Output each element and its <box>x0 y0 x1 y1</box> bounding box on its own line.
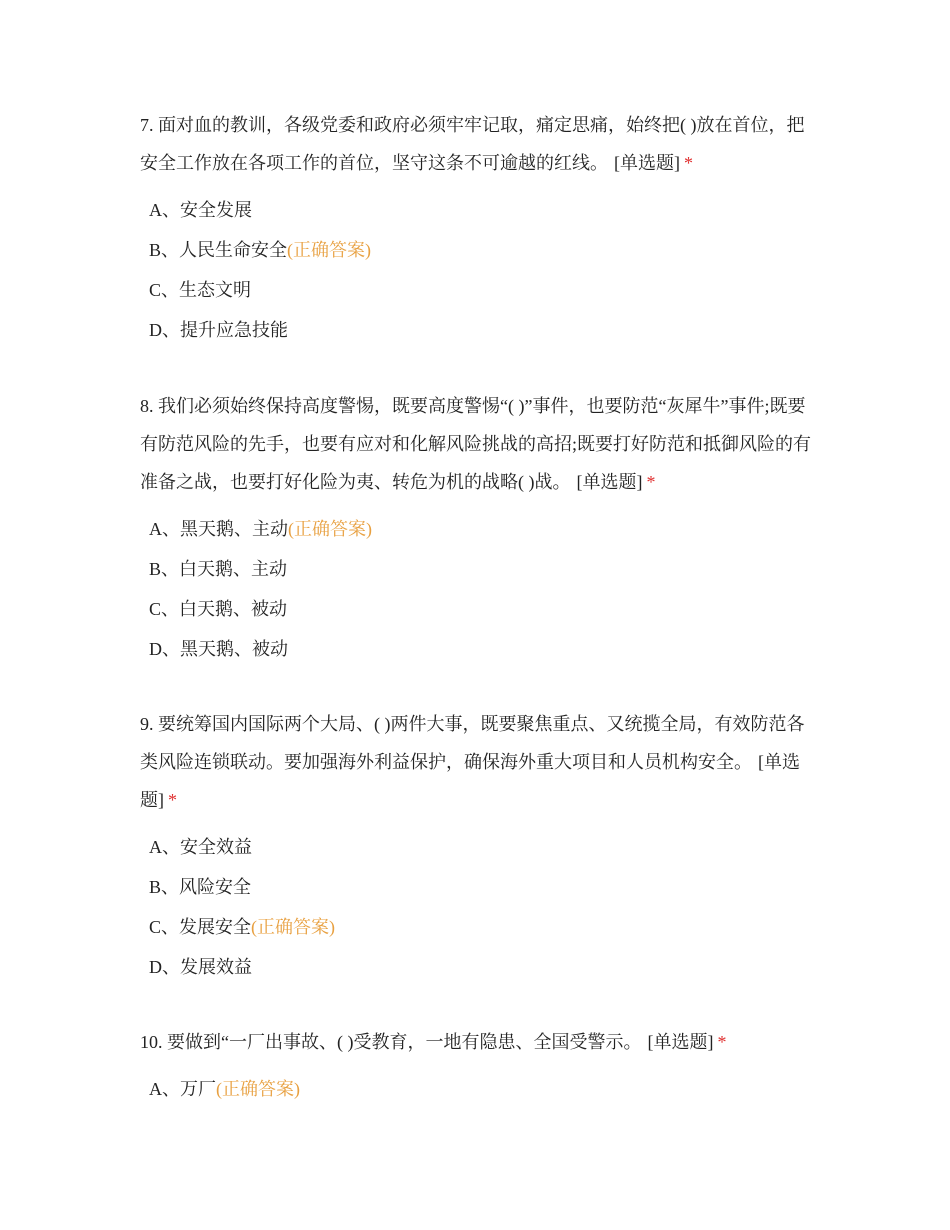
question-type-label: [单选题] <box>576 472 643 492</box>
option-text: A、安全发展 <box>149 200 252 220</box>
option-a[interactable] <box>140 827 820 867</box>
required-mark: * <box>646 472 656 492</box>
option-text: D、黑天鹅、被动 <box>149 639 288 659</box>
option-list <box>140 509 820 669</box>
question-type-label: [单选题] <box>140 752 800 810</box>
option-text: D、发展效益 <box>149 957 252 977</box>
option-d[interactable] <box>140 310 820 350</box>
correct-answer-tag: (正确答案) <box>288 519 372 539</box>
question-text: 9. 要统筹国内国际两个大局、( )两件大事，既要聚焦重点、又统揽全局，有效防范各类风险连锁联动。要加强海外利益保护，确保海外重大项目和人员机构安全。 <box>140 714 805 772</box>
option-c[interactable] <box>140 907 820 947</box>
option-d[interactable] <box>140 947 820 987</box>
option-a[interactable] <box>140 1069 820 1109</box>
option-text: C、白天鹅、被动 <box>149 599 288 619</box>
option-c[interactable] <box>140 589 820 629</box>
option-list <box>140 190 820 350</box>
question-text: 7. 面对血的教训，各级党委和政府必须牢牢记取，痛定思痛，始终把( )放在首位，把安全工作放在各项工作的首位，坚守这条不可逾越的红线。 <box>140 115 805 173</box>
question-10 <box>140 1023 820 1109</box>
required-mark: * <box>684 153 693 173</box>
option-text: C、生态文明 <box>149 280 252 300</box>
option-text: D、提升应急技能 <box>149 320 288 340</box>
question-9 <box>140 705 820 987</box>
question-type-label: [单选题] <box>647 1032 714 1052</box>
correct-answer-tag: (正确答案) <box>251 917 336 937</box>
option-text: A、黑天鹅、主动 <box>149 519 288 539</box>
option-text: A、安全效益 <box>149 837 252 857</box>
required-mark: * <box>168 790 177 810</box>
option-b[interactable] <box>140 867 820 907</box>
question-7 <box>140 106 820 350</box>
question-stem <box>140 106 820 182</box>
required-mark: * <box>717 1032 727 1052</box>
option-list <box>140 1069 820 1109</box>
question-8 <box>140 387 820 669</box>
question-stem <box>140 387 820 501</box>
question-text: 10. 要做到“一厂出事故、( )受教育，一地有隐患、全国受警示。 <box>140 1032 642 1052</box>
correct-answer-tag: (正确答案) <box>216 1079 300 1099</box>
option-text: C、发展安全 <box>149 917 252 937</box>
question-text: 8. 我们必须始终保持高度警惕，既要高度警惕“( )”事件，也要防范“灰犀牛”事件;既要有防范风险的先手，也要有应对和化解风险挑战的高招;既要打好防范和抵御风险的有准备之战，也要打好化险为夷、转危为机的战略( )战。 <box>140 396 811 492</box>
option-text: A、万厂 <box>149 1079 216 1099</box>
option-b[interactable] <box>140 549 820 589</box>
option-text: B、风险安全 <box>149 877 252 897</box>
option-a[interactable] <box>140 190 820 230</box>
option-c[interactable] <box>140 270 820 310</box>
option-d[interactable] <box>140 629 820 669</box>
question-stem <box>140 705 820 819</box>
question-type-label: [单选题] <box>614 153 680 173</box>
option-a[interactable] <box>140 509 820 549</box>
option-b[interactable] <box>140 230 820 270</box>
option-text: B、人民生命安全 <box>149 240 288 260</box>
question-stem <box>140 1023 820 1061</box>
option-list <box>140 827 820 987</box>
correct-answer-tag: (正确答案) <box>287 240 372 260</box>
option-text: B、白天鹅、主动 <box>149 559 288 579</box>
